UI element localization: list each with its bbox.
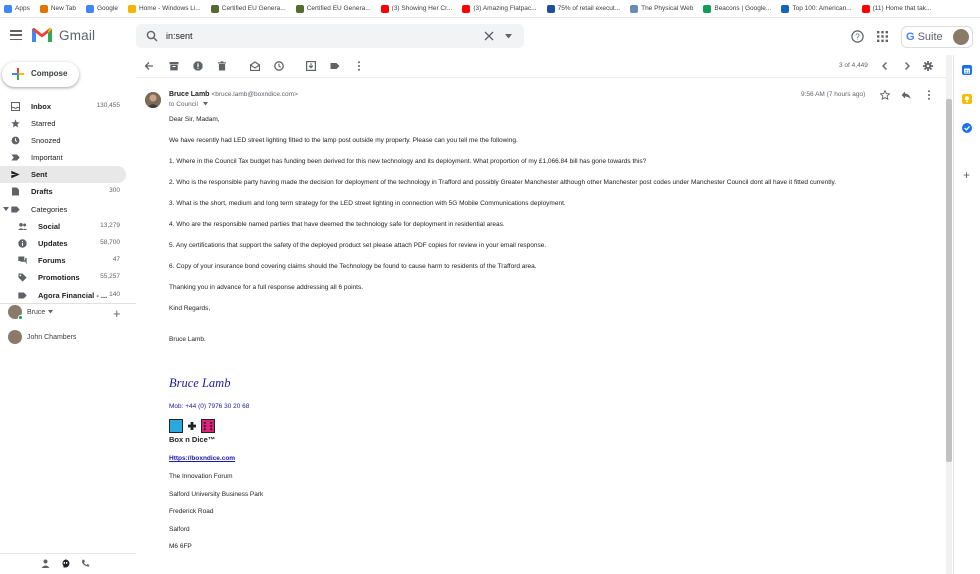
bookmark-favicon-icon [547,5,555,13]
get-addons-plus-icon[interactable]: + [963,168,971,182]
calendar-icon[interactable] [962,65,972,75]
message-paragraph: Kind Regards, [169,305,211,312]
search-bar [136,24,524,48]
more-options-icon[interactable] [354,61,364,71]
box-n-dice-logo [169,419,219,445]
message-paragraph: 4. Who are the responsible named parties that have deemed the technology safe for deployment in residential areas. [169,221,505,228]
bookmark-favicon-icon [462,5,470,13]
sidebar-item-label: Snoozed [31,136,61,145]
signature-name: Bruce Lamb [169,376,231,390]
svg-text:31: 31 [964,69,970,74]
bookmark-favicon-icon [86,5,94,13]
message-paragraph: 1. Where in the Council Tax budget has funding been derived for this new technology and its deployment. What proportion of my £1,066.84 bill has gone towards this? [169,158,647,165]
main-menu-icon[interactable] [10,30,22,40]
sidebar-item-label: Forums [38,256,66,265]
sidebar-item-count: 55,257 [100,273,120,280]
bookmark-label: (3) Showing Her Cr... [391,5,453,12]
bookmark-favicon-icon [862,5,870,13]
star-icon[interactable] [880,90,890,100]
bookmark-item[interactable] [211,5,286,13]
sidebar-item-label: Inbox [31,102,51,111]
draft-icon [11,187,20,196]
sidebar-item-sent[interactable] [0,166,126,183]
hangouts-me-name: Bruce [27,308,46,316]
hangouts-contact-name: John Chambers [27,333,77,341]
tag-icon [18,273,27,282]
signature-address-line: The Innovation Forum [169,473,233,480]
expand-caret-icon[interactable] [3,207,9,211]
sidebar-item-label: Promotions [38,273,80,282]
sender-name-line [169,91,298,98]
bookmark-label: (3) Amazing Flatpac... [473,5,537,12]
sidebar-item-label: Categories [31,205,68,214]
sidebar-item-count: 140 [109,291,120,298]
sidebar-item-label: Agora Financial - ... [38,291,108,300]
compose-plus-icon [12,68,24,80]
gsuite-account-button[interactable] [901,26,973,48]
message-scrollbar[interactable] [946,55,952,574]
gmail-logo[interactable] [31,27,95,43]
help-icon[interactable] [851,30,864,43]
bookmark-label: The Physical Web [641,5,694,12]
signature-address-line: Frederick Road [169,508,214,515]
sidebar-item-label: Drafts [31,187,53,196]
bookmark-favicon-icon [211,5,219,13]
tasks-icon[interactable] [962,123,972,133]
hangouts-contact[interactable] [8,330,76,344]
sender-photo-icon [145,92,161,108]
bookmark-item[interactable] [703,5,771,13]
sidebar-item-count: 58,700 [100,239,120,246]
bookmark-favicon-icon [381,5,389,13]
info-icon [18,239,27,248]
sidebar-item-count: 13,279 [100,222,120,229]
older-chevron-right-icon[interactable] [902,61,912,71]
forum-icon [18,256,27,265]
bookmark-label: Certified EU Genera... [221,5,286,12]
hangouts-chat-icon[interactable] [61,559,70,568]
important-icon [11,153,20,162]
gsuite-g-icon: G [906,31,915,43]
gmail-m-icon [31,27,53,43]
bookmark-favicon-icon [128,5,136,13]
sender-name[interactable]: Bruce Lamb [169,91,210,98]
account-avatar[interactable] [953,29,969,45]
recipients-line[interactable] [169,101,208,108]
compose-label: Compose [31,69,68,78]
sidebar-item-important[interactable] [0,149,126,166]
sidebar-item-label: Updates [38,239,68,248]
sidebar-item-social[interactable] [0,218,126,235]
contact-avatar [8,330,22,344]
show-details-icon[interactable] [203,102,208,106]
gsuite-label: Suite [917,31,943,43]
bookmark-label: Google [97,5,118,12]
bookmark-favicon-icon [781,5,789,13]
message-paragraph: 6. Copy of your insurance bond covering claims should the Technology be found to cause harm to residents of the Trafford area. [169,263,537,270]
phone-call-icon[interactable] [81,559,90,568]
bookmark-item[interactable] [630,5,693,13]
message-paragraph: Dear Sir, Madam, [169,116,220,123]
delete-trash-icon[interactable] [217,61,227,71]
gmail-header [0,18,980,55]
settings-gear-icon[interactable] [923,61,933,71]
move-to-icon[interactable] [306,61,316,71]
report-spam-icon[interactable] [193,61,203,71]
sidebar-item-categories[interactable] [0,201,126,218]
sidebar-item-inbox[interactable] [0,98,126,115]
message-paragraph: Thanking you in advance for a full response addressing all 6 points. [169,284,364,291]
sidebar-item-snoozed[interactable] [0,132,126,149]
online-status-icon [18,315,23,320]
bookmark-favicon-icon [630,5,638,13]
search-options-icon[interactable] [505,34,512,39]
bookmark-label: New Tab [50,5,76,12]
sidebar-item-count: 300 [109,187,120,194]
bookmark-item[interactable] [40,5,76,13]
bookmark-item[interactable] [462,5,536,13]
message-paragraph: We have recently had LED street lighting fitted to the lamp post outside my property. Please can you tell me the following. [169,137,518,144]
bookmark-label: Certified EU Genera... [306,5,371,12]
sidebar-item-label: Sent [31,170,48,179]
sender-avatar[interactable] [145,92,161,108]
keep-notes-icon[interactable] [962,94,972,104]
apps-grid-icon[interactable] [877,31,888,42]
sidebar-item-label: Starred [31,119,56,128]
clock-icon [11,136,20,145]
bookmark-item[interactable] [296,5,371,13]
archive-icon[interactable] [169,61,179,71]
bookmark-item[interactable] [4,5,30,13]
clear-search-icon[interactable] [484,31,494,41]
newer-chevron-left-icon[interactable] [880,61,890,71]
compose-button[interactable] [2,62,79,87]
bookmarks-bar [0,0,980,18]
bookmark-label: Apps [15,5,30,12]
email-message [136,79,946,574]
hangouts-me[interactable] [8,305,53,319]
sidebar-item-updates[interactable] [0,235,126,252]
signature-address-line: Salford University Business Park [169,490,264,498]
sidebar-item-starred[interactable] [0,115,126,132]
sidebar-item-agora-financial[interactable] [0,287,126,304]
sidebar-item-label: Important [31,153,63,162]
new-conversation-plus-icon[interactable]: + [113,306,121,321]
bookmark-label: (11) Home that tak... [872,5,932,12]
bookmark-label: 75% of retail execut... [557,5,621,12]
pagination-counter: 3 of 4,449 [839,62,868,69]
search-input[interactable] [166,29,466,43]
bookmark-item[interactable] [547,5,621,13]
sidebar-divider [0,303,136,304]
gmail-logo-text: Gmail [59,27,96,43]
bookmark-favicon-icon [4,5,12,13]
inbox-icon [11,102,20,111]
bookmark-favicon-icon [40,5,48,13]
sender-email: <bruce.lamb@boxndice.com> [211,91,298,98]
star-icon [11,119,20,128]
message-paragraph: 3. What is the short, medium and long term strategy for the LED street lighting in connection with 5G Mobile Communications deployment. [169,200,566,207]
scrollbar-thumb[interactable] [946,99,952,462]
back-arrow-icon[interactable] [144,61,154,71]
message-paragraph: 5. Any certifications that support the safety of the deployed product set please attach PDF copies for review in your email response. [169,242,547,249]
bookmark-item[interactable] [862,5,932,13]
message-paragraph: 2. Who is the responsible party having made the decision for deployment of the technology in Trafford and possibly Greater Manchester although other Manchester post codes under Manchester Council dont all have it fitted currently. [169,179,837,186]
sidebar-item-drafts[interactable] [0,183,126,200]
website-link[interactable]: Https://boxndice.com [169,455,236,462]
bookmark-favicon-icon [296,5,304,13]
sidebar-item-promotions[interactable] [0,269,126,286]
sidebar [0,55,136,574]
reply-icon[interactable] [901,90,911,100]
logo-text: Box n Dice™ [169,435,216,444]
search-icon[interactable] [146,30,158,42]
status-dropdown-icon[interactable] [48,310,53,314]
sidebar-item-count: 47 [112,256,120,263]
my-avatar [8,305,22,319]
bookmark-favicon-icon [703,5,711,13]
bookmark-item[interactable] [128,5,201,13]
bookmark-item[interactable] [86,5,118,13]
bookmark-label: Top 100: American... [792,5,852,12]
label-icon [11,205,20,214]
mark-unread-icon[interactable] [250,61,260,71]
snooze-clock-icon[interactable] [274,61,284,71]
sidebar-item-forums[interactable] [0,252,126,269]
signature-mobile[interactable]: Mob: +44 (0) 7976 30 20 68 [169,403,250,410]
bookmark-label: Beacons | Google... [714,5,772,12]
hangouts-bottom-bar [0,553,136,574]
bookmark-item[interactable] [781,5,851,13]
contacts-person-icon[interactable] [41,559,50,568]
people-icon [18,222,27,231]
label-tag-icon[interactable] [330,61,340,71]
message-toolbar [136,55,946,78]
svg-text:?: ? [855,32,860,42]
sidebar-item-label: Social [38,222,61,231]
signature-address-line: Salford [169,525,190,533]
label-icon [18,291,27,300]
side-panel [953,55,980,574]
bookmark-item[interactable] [381,5,453,13]
sidebar-item-count: 130,455 [96,102,120,109]
recipients-text: to Council [169,101,198,108]
message-more-icon[interactable] [924,90,934,100]
send-icon [11,170,20,179]
signature-address-line: M6 6FP [169,543,192,550]
bookmark-label: Home - Windows Li... [138,5,201,12]
message-paragraph: Bruce Lamb. [169,336,206,343]
message-timestamp: 9:56 AM (7 hours ago) [801,91,866,98]
